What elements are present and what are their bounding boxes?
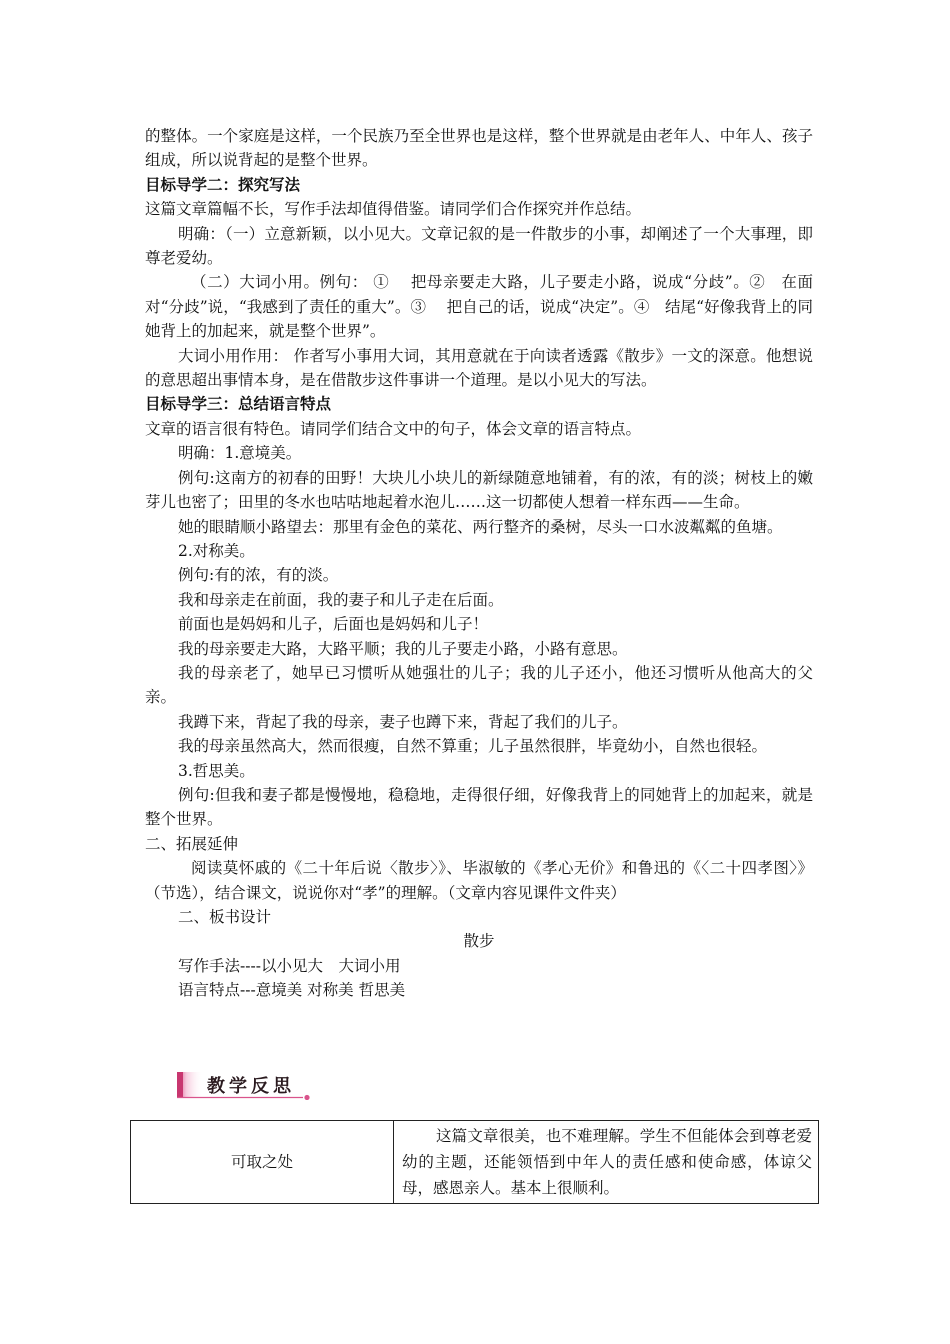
paragraph: 写作手法----以小见大 大词小用: [178, 956, 401, 975]
paragraph: 散步: [463, 932, 495, 951]
paragraph: 的整体。一个家庭是这样，一个民族乃至全世界也是这样，整个世界就是由老年人、中年人、孩子组成，所以说背起的是整个世界。: [145, 127, 813, 170]
paragraph: 例句:这南方的初春的田野！大块儿小块儿的新绿随意地铺着，有的浓，有的淡；树枝上的嫩芽儿也密了；田里的冬水也咕咕地起着水泡儿……这一切都使人想着一样东西——生命。: [145, 468, 813, 512]
paragraph: 例句:有的浓，有的淡。: [178, 566, 339, 585]
paragraph: 例句:但我和妻子都是慢慢地，稳稳地，走得很仔细，好像我背上的同她背上的加起来，就是整个世界。: [145, 785, 813, 829]
paragraph: 我的母亲老了，她早已习惯听从她强壮的儿子；我的儿子还小，他还习惯听从他高大的父亲。: [145, 663, 813, 707]
paragraph: 二、板书设计: [178, 908, 272, 926]
paragraph: 2.对称美。: [178, 541, 255, 560]
reflection-banner-title: 教学反思: [207, 1076, 295, 1097]
paragraph: 我的母亲虽然高大，然而很瘦，自然不算重；儿子虽然很胖，毕竟幼小，自然也很轻。: [178, 737, 768, 756]
paragraph: 大词小用作用： 作者写小事用大词，其用意就在于向读者透露《散步》一文的深意。他想说的意思超出事情本身，是在借散步这件事讲一个道理。是以小见大的写法。: [145, 346, 813, 390]
paragraph: 我的母亲要走大路，大路平顺；我的儿子要走小路，小路有意思。: [178, 639, 628, 658]
paragraph: 她的眼睛顺小路望去：那里有金色的菜花、两行整齐的桑树，尽头一口水波粼粼的鱼塘。: [178, 517, 783, 536]
reflection-banner: [177, 1072, 317, 1100]
paragraph: 3.哲思美。: [178, 761, 255, 780]
paragraph: 明确：（一）立意新颖，以小见大。文章记叙的是一件散步的小事，却阐述了一个大事理，即尊老爱幼。: [145, 224, 813, 268]
paragraph: 这篇文章篇幅不长，写作手法却值得借鉴。请同学们合作探究并作总结。: [145, 200, 642, 219]
reflection-text-cell: 这篇文章很美，也不难理解。学生不但能体会到尊老爱幼的主题，还能领悟到中年人的责任感和使命感，体谅父母，感恩亲人。基本上很顺利。: [394, 1121, 819, 1204]
paragraph: 语言特点---意境美 对称美 哲思美: [178, 981, 406, 1000]
paragraph: 二、拓展延伸: [145, 834, 239, 853]
table-row: [131, 1121, 819, 1204]
paragraph: 我和母亲走在前面，我的妻子和儿子走在后面。: [178, 590, 504, 609]
paragraph: 我蹲下来，背起了我的母亲，妻子也蹲下来，背起了我们的儿子。: [178, 712, 628, 731]
paragraph: 文章的语言很有特色。请同学们结合文中的句子，体会文章的语言特点。: [145, 419, 642, 438]
paragraph: （二）大词小用。例句： ① 把母亲要走大路，儿子要走小路，说成“分歧”。② 在面对“分歧”说，“我感到了责任的重大”。③ 把自己的话，说成“决定”。④ 结尾“好像我背上的同她背上的加起来，就是整个世界”。: [145, 273, 813, 341]
section-heading: 目标导学三：总结语言特点: [145, 395, 332, 414]
lesson-body: [145, 124, 813, 1003]
paragraph: 前面也是妈妈和儿子，后面也是妈妈和儿子！: [178, 615, 489, 634]
reflection-label-cell: 可取之处: [131, 1121, 394, 1204]
reflection-table: [130, 1120, 819, 1204]
paragraph: 明确：1.意境美。: [178, 444, 302, 463]
section-heading: 目标导学二：探究写法: [145, 175, 301, 194]
paragraph: 阅读莫怀戚的《二十年后说〈散步〉》、毕淑敏的《孝心无价》和鲁迅的《〈二十四孝图〉》（节选），结合课文，说说你对“孝”的理解。（文章内容见课件文件夹）: [145, 859, 813, 902]
